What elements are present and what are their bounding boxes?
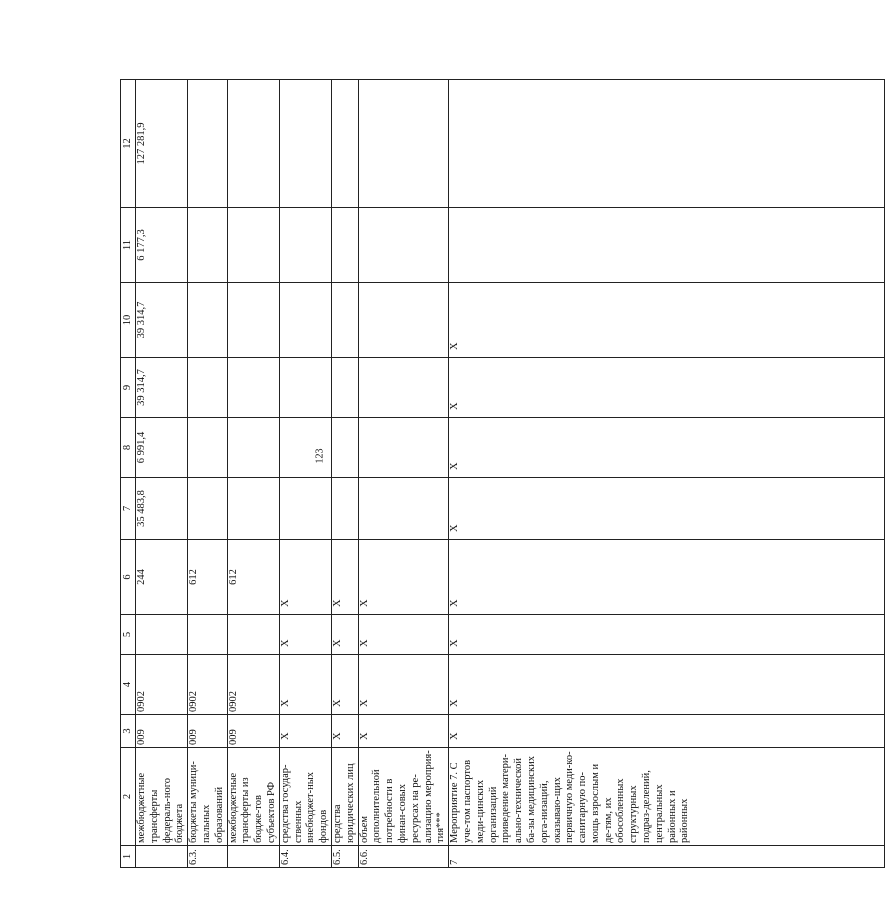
table-cell: 39 314,7 [136, 358, 188, 418]
table-cell [358, 358, 449, 418]
table-row [449, 80, 885, 868]
table-cell: 0902 [136, 655, 188, 715]
table-cell: 244 [136, 540, 188, 615]
cross-mark: X [279, 732, 291, 740]
table-cell: 0902 [227, 655, 279, 715]
table-cell [331, 418, 358, 478]
table-cell: 612 [227, 540, 279, 615]
table-cell: 009 [188, 715, 227, 748]
table-cell: 39 314,7 [136, 283, 188, 358]
table-cell [279, 418, 331, 478]
row-label: Мероприятие 7. С уче-том паспортов меди-цинских организаций приведение матери-ально-технической ба-зы медицинских орга-низаций, оказываю-щих первичную меди-ко-санитарную по-мощь взрослым и де-тям, их обособленных структурных подраз-делений, центральных районных и районных [449, 748, 885, 846]
table-cell [449, 540, 885, 615]
table-cell [331, 615, 358, 655]
table-cell [449, 418, 885, 478]
col-header: 10 [121, 283, 136, 358]
table-cell [331, 655, 358, 715]
col-header: 4 [121, 655, 136, 715]
table-cell [331, 208, 358, 283]
table-cell [358, 655, 449, 715]
row-number: 6.5. [331, 846, 358, 868]
cross-mark: X [331, 639, 343, 647]
cross-mark: X [358, 732, 370, 740]
table-cell [449, 208, 885, 283]
table-cell [227, 208, 279, 283]
table-cell [358, 208, 449, 283]
row-label: межбюджетные трансферты федераль-ного бюджета [136, 748, 188, 846]
cross-mark: X [358, 699, 370, 707]
row-number: 7 [449, 846, 885, 868]
table-row [279, 80, 331, 868]
table-cell [331, 283, 358, 358]
table-cell [279, 208, 331, 283]
cross-mark: X [358, 639, 370, 647]
table-cell [449, 80, 885, 208]
table-cell [188, 283, 227, 358]
budget-table-rotated [120, 80, 790, 868]
col-header: 2 [121, 748, 136, 846]
table-row [188, 80, 227, 868]
row-label: средства юридических лиц [331, 748, 358, 846]
table-cell [331, 358, 358, 418]
table-cell [331, 478, 358, 540]
col-header: 6 [121, 540, 136, 615]
table-cell: 6 991,4 [136, 418, 188, 478]
table-cell [358, 418, 449, 478]
col-header: 3 [121, 715, 136, 748]
header-row [121, 80, 136, 868]
cross-mark: X [449, 732, 461, 740]
cross-mark: X [449, 342, 461, 350]
row-number: 6.4. [279, 846, 331, 868]
table-cell [449, 615, 885, 655]
table-cell [358, 540, 449, 615]
table-row [227, 80, 279, 868]
cross-mark: X [449, 524, 461, 532]
table-cell [227, 615, 279, 655]
col-header: 5 [121, 615, 136, 655]
table-cell [227, 418, 279, 478]
table-cell: 009 [136, 715, 188, 748]
cross-mark: X [449, 639, 461, 647]
table-row [136, 80, 188, 868]
table-cell [449, 478, 885, 540]
table-cell: 127 281,9 [136, 80, 188, 208]
table-cell [331, 540, 358, 615]
col-header: 11 [121, 208, 136, 283]
row-number [136, 846, 188, 868]
table-cell: 35 483,8 [136, 478, 188, 540]
table-cell: 009 [227, 715, 279, 748]
table-cell [331, 715, 358, 748]
table-cell [188, 418, 227, 478]
cross-mark: X [279, 639, 291, 647]
col-header: 1 [121, 846, 136, 868]
table-cell [449, 283, 885, 358]
row-number: 6.3. [188, 846, 227, 868]
cross-mark: X [331, 599, 343, 607]
row-label: средства государ-ственных внебюджет-ных фондов [279, 748, 331, 846]
table-cell [227, 358, 279, 418]
cross-mark: X [449, 462, 461, 470]
table-cell [331, 80, 358, 208]
col-header: 8 [121, 418, 136, 478]
table-cell [449, 358, 885, 418]
table-cell [279, 478, 331, 540]
row-label: межбюджетные трансферты из бюдже-тов субъектов РФ [227, 748, 279, 846]
cross-mark: X [331, 732, 343, 740]
col-header: 7 [121, 478, 136, 540]
table-cell [188, 208, 227, 283]
table-cell [358, 615, 449, 655]
row-label: бюджеты муници-пальных образований [188, 748, 227, 846]
table-cell [279, 715, 331, 748]
table-cell: 0902 [188, 655, 227, 715]
table-cell [279, 540, 331, 615]
table-cell [358, 478, 449, 540]
cross-mark: X [449, 699, 461, 707]
cross-mark: X [449, 402, 461, 410]
budget-table [120, 79, 885, 868]
cross-mark: X [279, 599, 291, 607]
table-cell [188, 615, 227, 655]
table-cell: 612 [188, 540, 227, 615]
row-number: 6.6. [358, 846, 449, 868]
table-cell [188, 478, 227, 540]
table-cell [279, 358, 331, 418]
table-cell [227, 478, 279, 540]
row-number [227, 846, 279, 868]
table-row [358, 80, 449, 868]
table-cell [449, 655, 885, 715]
cross-mark: X [279, 699, 291, 707]
cross-mark: X [449, 599, 461, 607]
col-header: 9 [121, 358, 136, 418]
table-cell: 6 177,3 [136, 208, 188, 283]
table-cell [279, 283, 331, 358]
table-cell [279, 615, 331, 655]
table-cell [136, 615, 188, 655]
table-cell [188, 80, 227, 208]
table-row [331, 80, 358, 868]
table-cell [188, 358, 227, 418]
table-cell [279, 655, 331, 715]
cross-mark: X [358, 599, 370, 607]
table-cell [227, 80, 279, 208]
page-number: 123 [314, 448, 326, 464]
col-header: 12 [121, 80, 136, 208]
table-cell [358, 715, 449, 748]
row-label: объем дополнительной потребности в финан-совых ресурсах на ре-ализацию мероприя-тия*** [358, 748, 449, 846]
cross-mark: X [331, 699, 343, 707]
table-cell [449, 715, 885, 748]
table-cell [227, 283, 279, 358]
table-cell [358, 283, 449, 358]
table-cell [358, 80, 449, 208]
table-cell [279, 80, 331, 208]
